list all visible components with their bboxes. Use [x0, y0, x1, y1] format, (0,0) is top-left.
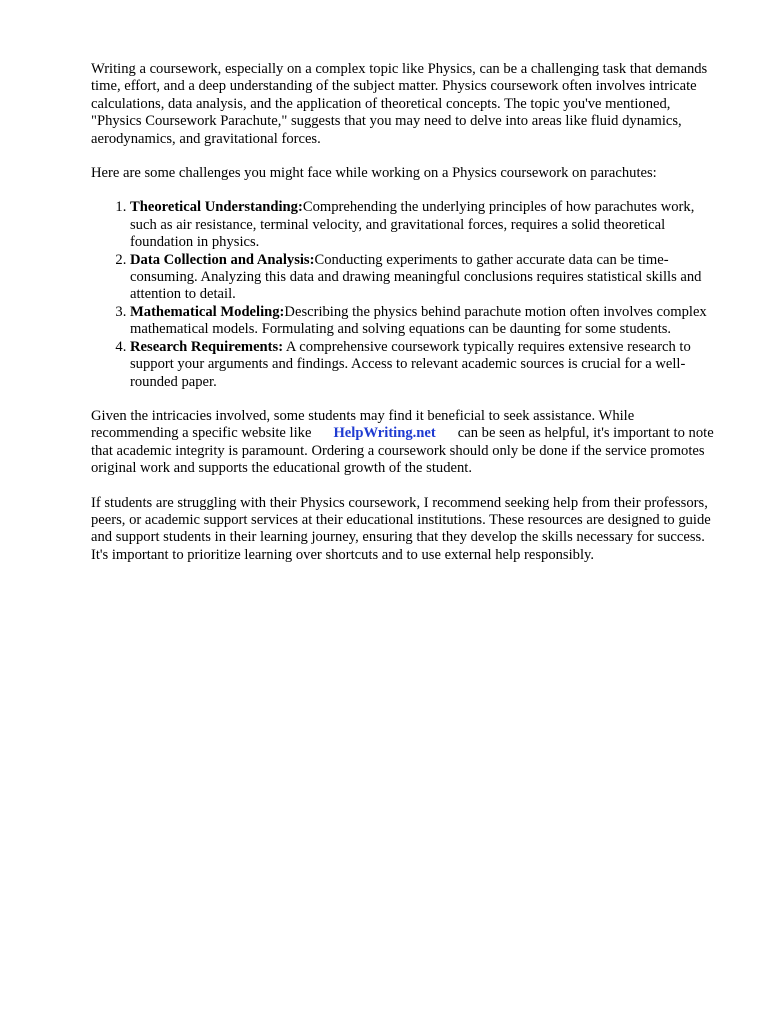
closing-paragraph: If students are struggling with their Physics coursework, I recommend seeking help from their professors, peers, or academic support services at their educational institutions. These resources are designed to guide and support students in their learning journey, ensuring that they develop the skills necessary for success. It's important to prioritize learning over shortcuts and to use external help responsibly. [91, 494, 711, 563]
list-item-term: Theoretical Understanding: [130, 199, 303, 216]
challenges-lead: Here are some challenges you might face while working on a Physics coursework on parachutes: [91, 165, 657, 182]
list-item [130, 199, 721, 251]
list-item-text: Describing the physics behind parachute motion often involves complex mathematical models. Formulating and solving equations can be daunting for some students. [130, 303, 707, 338]
challenges-list [91, 199, 721, 390]
list-item [130, 339, 721, 391]
assistance-text-before: Given the intricacies involved, some students may find it beneficial to seek assistance. While recommending a specific website like [91, 407, 635, 442]
helpwriting-link[interactable]: HelpWriting.net [333, 425, 436, 442]
list-item [130, 304, 721, 339]
list-item-term: Research Requirements: [130, 338, 284, 355]
list-item-text: Comprehending the underlying principles of how parachutes work, such as air resistance, terminal velocity, and gravitational forces, requires a solid theoretical foundation in physics. [130, 199, 695, 251]
list-item-term: Mathematical Modeling: [130, 303, 285, 320]
list-item-text: A comprehensive coursework typically requires extensive research to support your arguments and findings. Access to relevant academic sources is crucial for a well-rounded paper. [130, 338, 691, 390]
assistance-paragraph [91, 408, 721, 478]
list-item [130, 252, 721, 304]
document-body [91, 61, 721, 581]
assistance-text-after: can be seen as helpful, it's important to note that academic integrity is paramount. Ordering a coursework should only be done if the service promotes original work and supports the educational growth of the student. [91, 425, 714, 477]
list-item-term: Data Collection and Analysis: [130, 251, 315, 268]
list-item-text: Conducting experiments to gather accurate data can be time-consuming. Analyzing this data and drawing meaningful conclusions requires statistical skills and attention to detail. [130, 251, 702, 303]
intro-paragraph: Writing a coursework, especially on a complex topic like Physics, can be a challenging task that demands time, effort, and a deep understanding of the subject matter. Physics coursework often involves intricate calculations, data analysis, and the application of theoretical concepts. The topic you've mentioned, "Physics Coursework Parachute," suggests that you may need to delve into areas like fluid dynamics, aerodynamics, and gravitational forces. [91, 61, 708, 147]
